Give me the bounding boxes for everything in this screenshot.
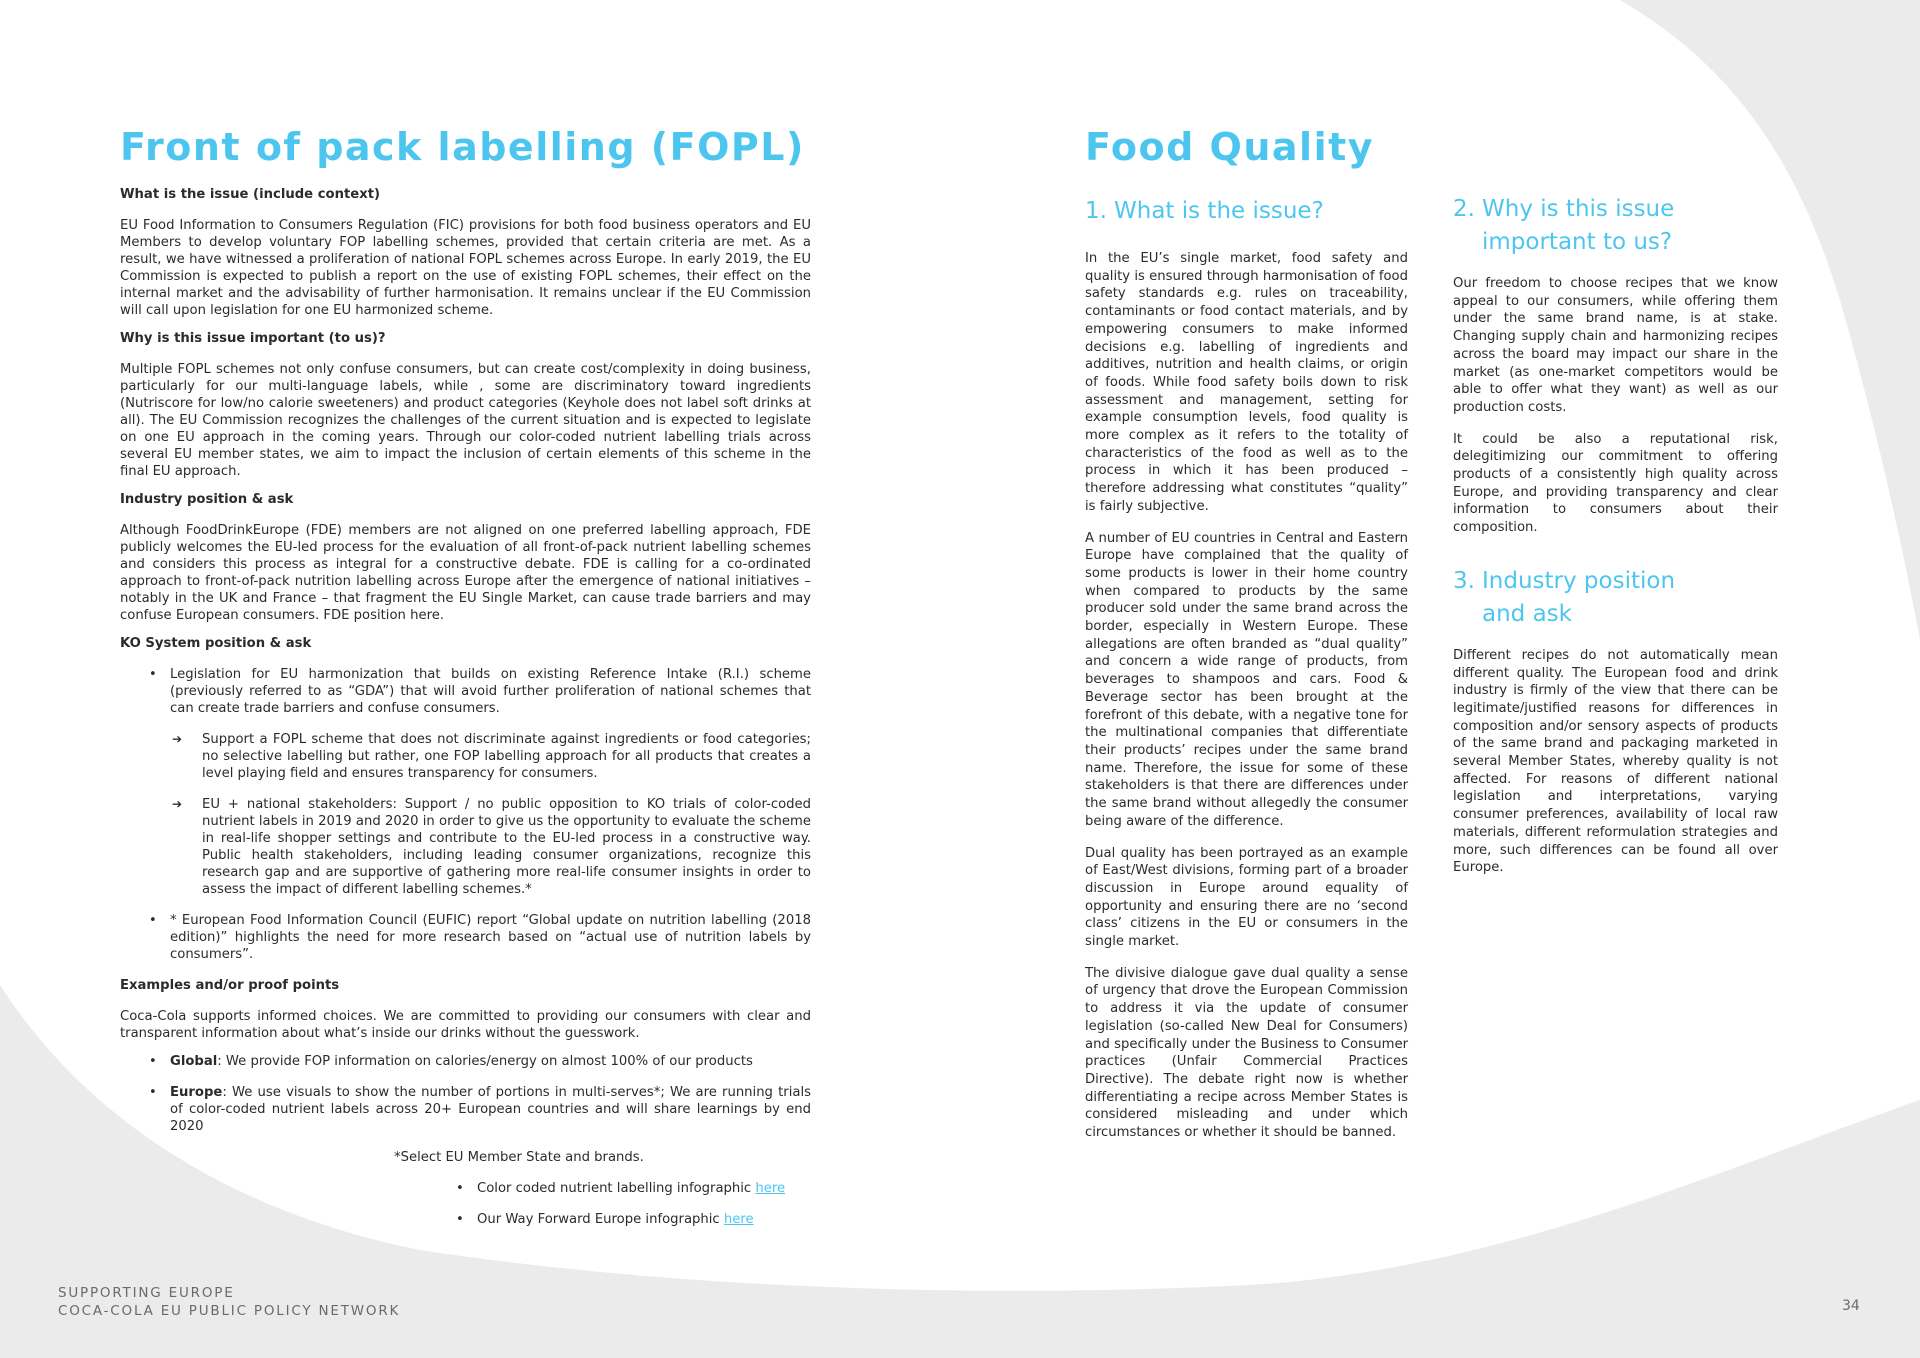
bullet-text: * European Food Information Council (EUFIC) report “Global update on nutrition labelling (2018 edition)” highlights the need for more research based on “actual use of nutrition labels by consumers”. — [170, 913, 811, 962]
bullet-dot: • — [456, 1181, 464, 1196]
issue-heading: What is the issue (include context) — [120, 187, 381, 202]
example-europe — [120, 1084, 811, 1135]
infographic-label: Color coded nutrient labelling infographic — [477, 1181, 756, 1196]
infographic-item-way-forward — [120, 1211, 811, 1228]
fopl-column — [120, 124, 811, 1242]
section-1-paragraph-3: Dual quality has been portrayed as an example of East/West divisions, forming part of a broader discussion in Europe around equality of opportunity and ensuring there are no ‘second class’ citizens in the EU or consumers in the single market. — [1085, 845, 1408, 950]
arrow-text: EU + national stakeholders: Support / no public opposition to KO trials of color-coded nutrient labels in 2019 and 2020 in order to give us the opportunity to evaluate the scheme in real-life shopper settings and contribute to the EU-led process in a constructive way. Public health stakeholders, including leading consumer organizations, recognize this research gap and are supportive of gathering more real-life consumer insights in order to assess the impact of different labelling schemes.* — [202, 797, 811, 897]
section-3-title-line2: and ask — [1482, 600, 1572, 627]
industry-paragraph: Although FoodDrinkEurope (FDE) members are not aligned on one preferred labelling approach, FDE publicly welcomes the EU-led process for the evaluation of all front-of-pack nutrient labelling schemes and considers this process as integral for a constructive debate. FDE is calling for a co-ordinated approach to front-of-pack nutrition labelling across Europe after the emergence of national initiatives – notably in the UK and France – that fragment the EU Single Market, can cause trade barriers and may confuse European consumers. FDE position here. — [120, 523, 811, 623]
bullet-dot: • — [149, 1054, 157, 1069]
food-quality-column-2 — [1453, 193, 1778, 891]
section-1-paragraph-1: In the EU’s single market, food safety and quality is ensured through harmonisation of food safety standards e.g. rules on traceability, contaminants or food contact materials, and by empowering consumers to make informed decisions e.g. labelling of ingredients and additives, nutrition and health claims, or origin of foods. While food safety boils down to risk assessment and management, setting for example consumption levels, food quality is more complex as it refers to the totality of characteristics of the food as well as to the process in which it has been produced – therefore addressing what constitutes “quality” is fairly subjective. — [1085, 251, 1408, 514]
section-3-paragraph-1: Different recipes do not automatically mean different quality. The European food and drink industry is firmly of the view that there can be legitimate/justified reasons for differences in composition and/or sensory aspects of products of the same brand and packaging marketed in several Member States, whereby quality is not affected. For reasons of different national legislation and interpretations, varying consumer preferences, availability of local raw materials, different reformulation strategies and more, such differences can be found all over Europe. — [1453, 647, 1778, 876]
section-2-paragraph-2: It could be also a reputational risk, delegitimizing our commitment to offering products of a consistently high quality across Europe, and providing transparency and clear information to consumers about their composition. — [1453, 431, 1778, 536]
ko-bullet-eufic — [120, 912, 811, 963]
bullet-dot: • — [456, 1212, 464, 1227]
section-3-number: 3. — [1453, 567, 1475, 594]
global-text: : We provide FOP information on calories/energy on almost 100% of our products — [217, 1054, 753, 1069]
ko-arrow-support — [120, 731, 811, 782]
why-paragraph: Multiple FOPL schemes not only confuse consumers, but can create cost/complexity in doing business, particularly for our multi-language labels, while , some are discriminatory toward ingredients (Nutriscore for low/no calorie sweeteners) and product categories (Keyhole does not label soft drinks at all). The EU Commission recognizes the challenges of the current situation and is expected to legislate on one EU approach in the coming years. Through our color-coded nutrient labelling trials across several EU member states, we aim to impact the inclusion of certain elements of this scheme in the final EU approach. — [120, 362, 811, 479]
infographic-label: Our Way Forward Europe infographic — [477, 1212, 724, 1227]
bullet-dot: • — [149, 667, 157, 682]
bullet-text: Legislation for EU harmonization that builds on existing Reference Intake (R.I.) scheme (previously referred to as “GDA”) that will avoid further proliferation of national schemes that can create trade barriers and confuse consumers. — [170, 667, 811, 716]
bullet-dot: • — [149, 1085, 157, 1100]
section-2-paragraph-1: Our freedom to choose recipes that we know appeal to our consumers, while offering them under the same brand name, is at stake. Changing supply chain and harmonizing recipes across the board may impact our share in the market (as one-market competitors would be able to offer what they want) as well as our production costs. — [1453, 276, 1778, 415]
section-3-heading — [1453, 565, 1778, 631]
ko-heading: KO System position & ask — [120, 636, 312, 651]
section-2-title-line1: Why is this issue — [1482, 196, 1675, 222]
ko-arrow-stakeholders — [120, 796, 811, 898]
arrow-text: Support a FOPL scheme that does not discriminate against ingredients or food categories; no selective labelling but rather, one FOP labelling approach for all products that creates a level playing field and ensures transparency for consumers. — [202, 732, 811, 781]
examples-heading: Examples and/or proof points — [120, 978, 340, 993]
section-1-heading — [1085, 195, 1408, 228]
europe-label: Europe — [170, 1085, 223, 1100]
example-global — [120, 1053, 811, 1070]
section-1-paragraph-4: The divisive dialogue gave dual quality a sense of urgency that drove the European Commission to address it via the update of consumer legislation (so-called New Deal for Consumers) and specifically under the Business to Consumer practices (Unfair Commercial Practices Directive). The debate right now is whether differentiating a recipe across Member States is considered misleading and under which circumstances or whether it should be banned. — [1085, 965, 1408, 1141]
section-3-title-line1: Industry position — [1482, 567, 1676, 594]
arrow-right-icon: ➔ — [172, 732, 183, 746]
section-1-paragraph-2: A number of EU countries in Central and Eastern Europe have complained that the quality of some products is lower in their home country when compared to products by the same producer sold under the same brand across the border, especially in Western Europe. These allegations are often branded as “dual quality” and concern a wide range of products, from beverages to shampoos and cars. Food & Beverage sector has been brought at the forefront of this debate, with a negative tone for the multinational companies that differentiate their products’ recipes under the same brand name. Therefore, the issue for some of these stakeholders is that there are differences under the same brand without allegedly the consumer being aware of the difference. — [1085, 530, 1408, 829]
fopl-title: Front of pack labelling (FOPL) — [120, 125, 805, 169]
industry-heading: Industry position & ask — [120, 492, 294, 507]
footer-line-1: SUPPORTING EUROPE — [58, 1285, 235, 1301]
bullet-dot: • — [149, 913, 157, 928]
member-state-note: *Select EU Member State and brands. — [394, 1150, 644, 1165]
europe-text: : We use visuals to show the number of portions in multi-serves*; We are running trials of color-coded nutrient labels across 20+ European countries and will share learnings by end 2020 — [170, 1085, 811, 1134]
why-heading: Why is this issue important (to us)? — [120, 331, 386, 346]
footer-line-2: COCA-COLA EU PUBLIC POLICY NETWORK — [58, 1303, 401, 1319]
global-label: Global — [170, 1054, 218, 1069]
section-2-title-line2: important to us? — [1482, 229, 1673, 255]
section-1-title: What is the issue? — [1114, 198, 1324, 224]
infographic-item-nutrient — [120, 1180, 811, 1197]
nutrient-infographic-link[interactable]: here — [755, 1181, 786, 1196]
examples-paragraph: Coca-Cola supports informed choices. We are committed to providing our consumers with clear and transparent information about what’s inside our drinks without the guesswork. — [120, 1009, 811, 1041]
section-2-heading — [1453, 193, 1778, 259]
section-1-number: 1. — [1085, 198, 1107, 224]
food-quality-title: Food Quality — [1085, 125, 1375, 169]
section-2-number: 2. — [1453, 196, 1475, 222]
page-number: 34 — [1842, 1298, 1860, 1314]
way-forward-infographic-link[interactable]: here — [723, 1212, 754, 1227]
food-quality-column — [1085, 124, 1408, 1156]
ko-bullet-legislation — [120, 666, 811, 717]
arrow-right-icon: ➔ — [172, 797, 183, 811]
issue-paragraph: EU Food Information to Consumers Regulation (FIC) provisions for both food business operators and EU Members to develop voluntary FOP labelling schemes, provided that certain criteria are met. As a result, we have witnessed a proliferation of national FOPL schemes across Europe. In early 2019, the EU Commission is expected to publish a report on the use of existing FOPL schemes, their effect on the internal market and the advisability of further harmonisation. It remains unclear if the EU Commission will call upon legislation for one EU harmonized scheme. — [120, 218, 811, 318]
footer — [58, 1284, 400, 1320]
